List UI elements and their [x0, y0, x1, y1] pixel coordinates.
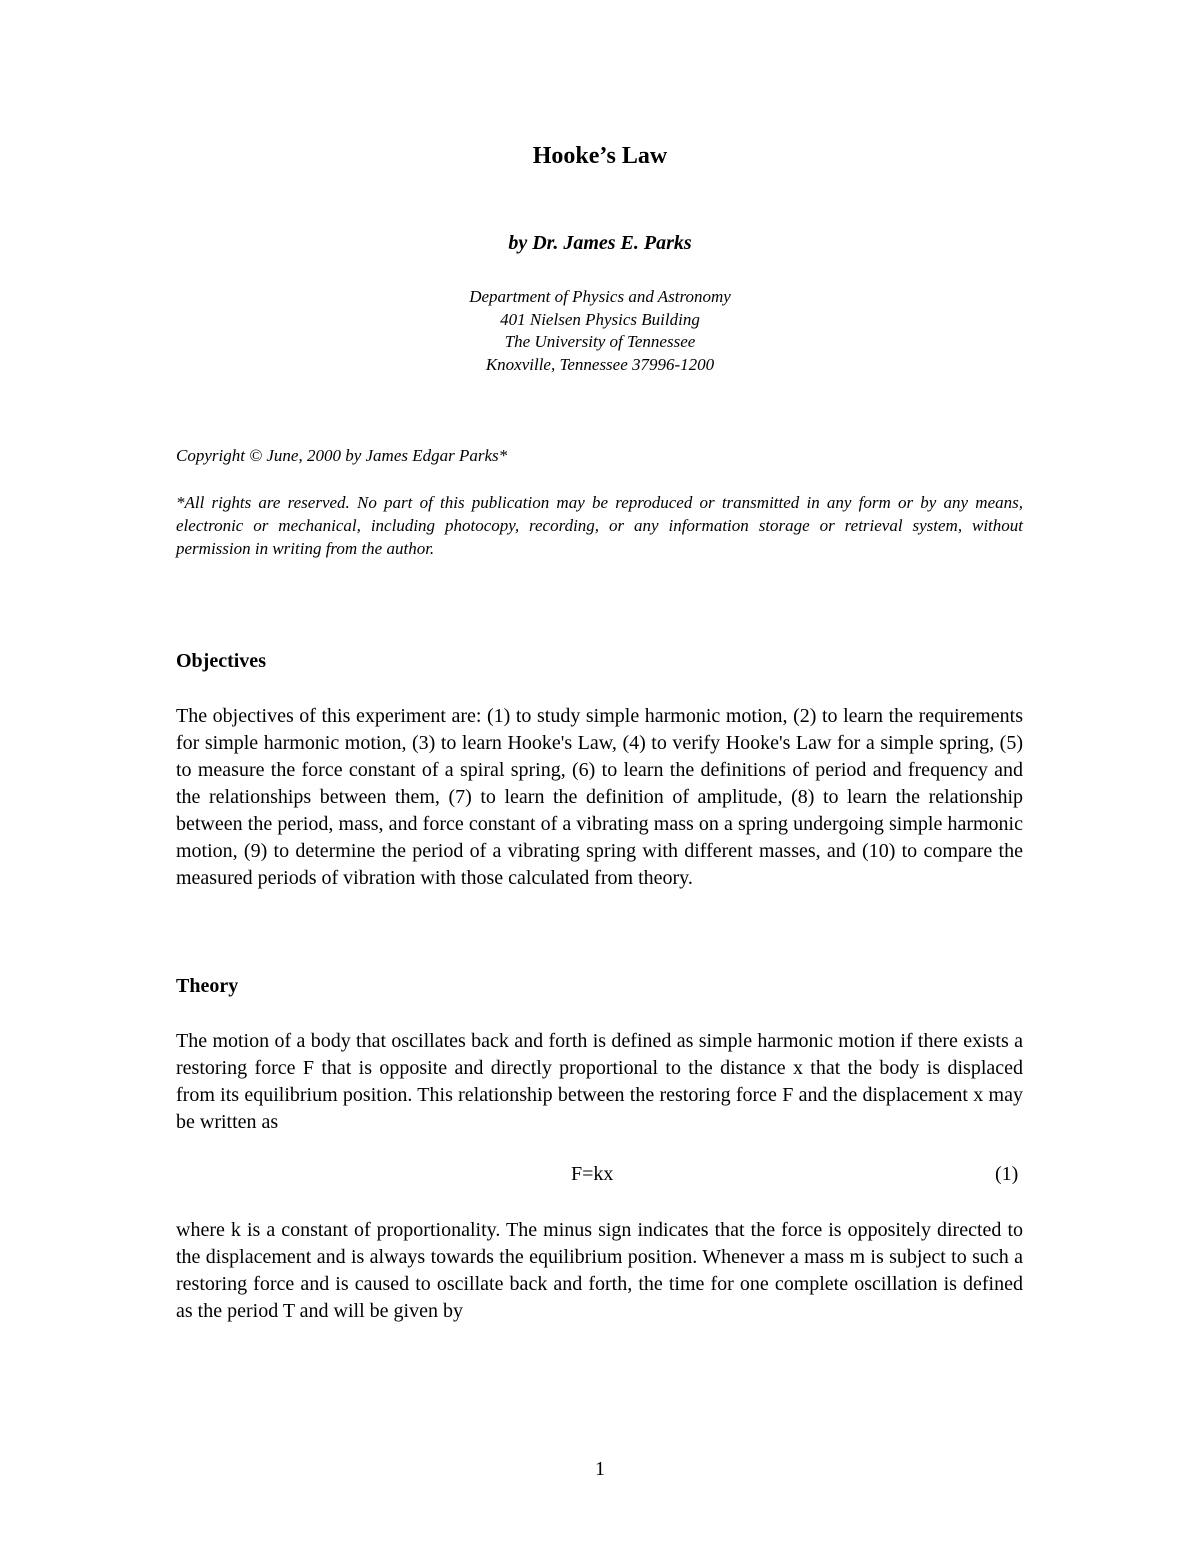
equation-hookes-law: F=kx — [571, 1163, 614, 1185]
address-line-city: Knoxville, Tennessee 37996-1200 — [485, 354, 715, 374]
address-line-university: The University of Tennessee — [504, 332, 696, 351]
objectives-heading: Objectives — [176, 650, 266, 672]
address-line-department: Department of Physics and Astronomy — [469, 287, 731, 306]
document-author: by Dr. James E. Parks — [508, 232, 692, 254]
page-number: 1 — [595, 1458, 605, 1480]
equation-number: (1) — [995, 1163, 1019, 1185]
rights-notice: *All rights are reserved. No part of this publication may be reproduced or transmitted in any form or by any means, electronic or mechanical, including photocopy, recording, or any information storage or retrieval system, without permission in writing from the author. — [176, 493, 1023, 558]
author-address — [0, 286, 1200, 376]
address-line-building: 401 Nielsen Physics Building — [500, 309, 700, 329]
theory-paragraph-1: The motion of a body that oscillates back and forth is defined as simple harmonic motion if there exists a restoring force F that is opposite and directly proportional to the distance x that the body is displaced from its equilibrium position. This relationship between the restoring force F and the displacement x may be written as — [176, 1030, 1023, 1133]
copyright-line: Copyright © June, 2000 by James Edgar Parks* — [176, 446, 508, 465]
theory-heading: Theory — [176, 975, 239, 997]
theory-paragraph-2: where k is a constant of proportionality. The minus sign indicates that the force is oppositely directed to the displacement and is always towards the equilibrium position. Whenever a mass m is subject to such a restoring force and is caused to oscillate back and forth, the time for one complete oscillation is defined as the period T and will be given by — [176, 1219, 1023, 1322]
objectives-paragraph: The objectives of this experiment are: (1) to study simple harmonic motion, (2) to learn the requirements for simple harmonic motion, (3) to learn Hooke's Law, (4) to verify Hooke's Law for a simple spring, (5) to measure the force constant of a spiral spring, (6) to learn the definitions of period and frequency and the relationships between them, (7) to learn the definition of amplitude, (8) to learn the relationship between the period, mass, and force constant of a vibrating mass on a spring undergoing simple harmonic motion, (9) to determine the period of a vibrating spring with different masses, and (10) to compare the measured periods of vibration with those calculated from theory. — [176, 705, 1023, 889]
document-title: Hooke’s Law — [532, 143, 668, 169]
